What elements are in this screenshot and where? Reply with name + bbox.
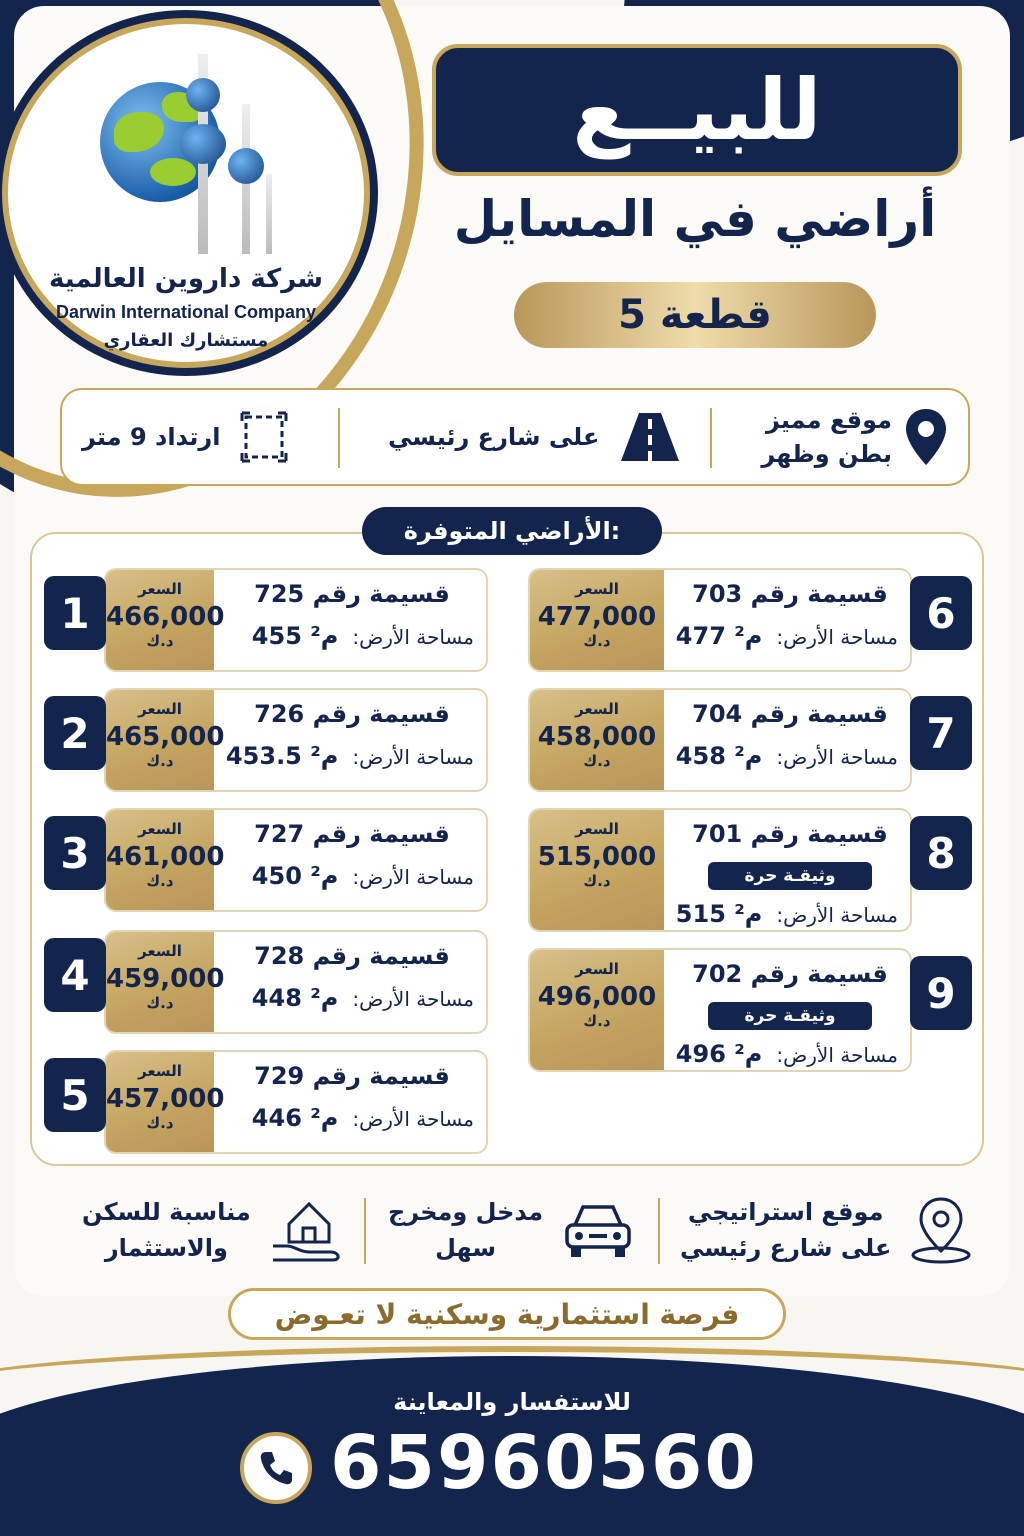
price-box xyxy=(530,570,664,670)
feature-strategic-line1: موقع استراتيجي xyxy=(687,1198,884,1226)
price-label: السعر xyxy=(138,700,182,718)
location-pin-icon xyxy=(904,407,948,467)
price-value: 465,000 xyxy=(106,722,225,752)
price-value: 466,000 xyxy=(106,602,225,632)
price-value: 461,000 xyxy=(106,842,225,872)
feature-strategic xyxy=(680,1190,973,1270)
feature-divider xyxy=(658,1198,660,1264)
company-logo xyxy=(2,18,370,368)
price-box xyxy=(106,570,225,670)
price-box xyxy=(106,690,225,790)
land-card xyxy=(528,808,912,932)
feature-access-line1: مدخل ومخرج xyxy=(388,1198,544,1226)
area-label: مساحة الأرض: xyxy=(776,903,898,927)
land-card xyxy=(104,808,488,912)
street-info xyxy=(388,390,681,484)
area-label: مساحة الأرض: xyxy=(776,1043,898,1067)
land-area xyxy=(676,622,898,650)
free-deed-badge: وثيقـة حرة xyxy=(708,862,872,890)
road-icon xyxy=(619,411,681,463)
price-value: 459,000 xyxy=(106,964,225,994)
street-text: على شارع رئيسي xyxy=(388,423,600,451)
price-currency: د.ك xyxy=(583,752,611,770)
dimensions-icon xyxy=(240,411,288,463)
feature-suitable-line1: مناسبة للسكن xyxy=(82,1198,251,1226)
feature-suitable xyxy=(82,1190,345,1270)
land-card xyxy=(104,930,488,1034)
land-area xyxy=(226,742,474,770)
price-currency: د.ك xyxy=(146,872,174,890)
area-label: مساحة الأرض: xyxy=(352,1107,474,1131)
price-label: السعر xyxy=(138,820,182,838)
setback-info xyxy=(82,390,288,484)
plot-number: قسيمة رقم 726 xyxy=(254,700,450,728)
info-divider xyxy=(338,408,340,468)
area-value: 458 م² xyxy=(675,742,763,770)
feature-access xyxy=(388,1190,635,1270)
price-currency: د.ك xyxy=(146,994,174,1012)
area-value: 446 م² xyxy=(251,1104,339,1132)
land-area xyxy=(252,622,474,650)
lands-subtitle: أراضي في المسايل xyxy=(453,190,937,248)
price-box xyxy=(106,1052,225,1152)
land-card xyxy=(528,688,912,792)
price-currency: د.ك xyxy=(583,632,611,650)
phone-icon xyxy=(256,1448,296,1488)
price-value: 457,000 xyxy=(106,1084,225,1114)
available-lands-label: الأراضي المتوفرة: xyxy=(362,507,662,555)
land-number-badge: 5 xyxy=(44,1058,106,1132)
land-area xyxy=(252,984,474,1012)
contact-label: للاستفسار والمعاينة xyxy=(393,1388,631,1416)
area-value: 453.5 م² xyxy=(225,742,339,770)
price-currency: د.ك xyxy=(583,1012,611,1030)
logo-tagline: مستشارك العقاري xyxy=(103,330,269,351)
for-sale-title: للبيــع xyxy=(432,44,962,176)
land-area xyxy=(676,742,898,770)
gold-footer-line xyxy=(0,1346,1024,1386)
price-box xyxy=(106,810,225,910)
plot-pill: قطعة 5 xyxy=(514,282,876,348)
area-value: 515 م² xyxy=(675,900,763,928)
price-box xyxy=(530,810,664,930)
plot-number: قسيمة رقم 702 xyxy=(692,960,888,988)
free-deed-badge: وثيقـة حرة xyxy=(708,1002,872,1030)
plot-number: قسيمة رقم 729 xyxy=(254,1062,450,1090)
price-label: السعر xyxy=(138,942,182,960)
price-box xyxy=(530,690,664,790)
setback-text: ارتداد 9 متر xyxy=(82,423,221,451)
area-label: مساحة الأرض: xyxy=(352,865,474,889)
land-card xyxy=(528,948,912,1072)
price-label: السعر xyxy=(575,820,619,838)
land-number-badge: 7 xyxy=(910,696,972,770)
area-value: 496 م² xyxy=(675,1040,763,1068)
location-pin-outline-icon xyxy=(909,1195,973,1265)
land-area xyxy=(252,1104,474,1132)
area-value: 455 م² xyxy=(251,622,339,650)
location-info xyxy=(761,390,948,484)
plot-number: قسيمة رقم 728 xyxy=(254,942,450,970)
plot-number: قسيمة رقم 703 xyxy=(692,580,888,608)
area-value: 450 م² xyxy=(251,862,339,890)
plot-number: قسيمة رقم 725 xyxy=(254,580,450,608)
location-line2: بطن وظهر xyxy=(761,440,892,468)
phone-number[interactable]: 65960560 xyxy=(330,1420,758,1506)
area-label: مساحة الأرض: xyxy=(352,625,474,649)
price-label: السعر xyxy=(575,700,619,718)
phone-button[interactable] xyxy=(240,1432,312,1504)
area-label: مساحة الأرض: xyxy=(352,745,474,769)
price-value: 477,000 xyxy=(537,602,657,632)
land-area xyxy=(676,900,898,928)
feature-suitable-line2: والاستثمار xyxy=(104,1234,228,1262)
price-box xyxy=(530,950,664,1070)
land-number-badge: 1 xyxy=(44,576,106,650)
price-currency: د.ك xyxy=(146,1114,174,1132)
plot-number: قسيمة رقم 701 xyxy=(692,820,888,848)
land-card xyxy=(104,568,488,672)
feature-access-line2: سهل xyxy=(435,1234,496,1262)
price-label: السعر xyxy=(575,580,619,598)
price-label: السعر xyxy=(138,580,182,598)
price-value: 496,000 xyxy=(537,982,657,1012)
feature-strategic-line2: على شارع رئيسي xyxy=(680,1234,892,1262)
area-value: 448 م² xyxy=(251,984,339,1012)
price-currency: د.ك xyxy=(583,872,611,890)
logo-name-ar: شركة داروين العالمية xyxy=(49,264,323,294)
area-label: مساحة الأرض: xyxy=(352,987,474,1011)
car-icon xyxy=(561,1199,635,1261)
land-number-badge: 6 xyxy=(910,576,972,650)
house-hand-icon xyxy=(269,1190,345,1270)
price-currency: د.ك xyxy=(146,752,174,770)
land-number-badge: 4 xyxy=(44,938,106,1012)
area-value: 477 م² xyxy=(675,622,763,650)
price-label: السعر xyxy=(575,960,619,978)
land-number-badge: 3 xyxy=(44,816,106,890)
price-value: 515,000 xyxy=(537,842,657,872)
land-number-badge: 9 xyxy=(910,956,972,1030)
price-box xyxy=(106,932,225,1032)
feature-divider xyxy=(364,1198,366,1264)
logo-name-en: Darwin International Company xyxy=(55,302,317,322)
plot-number: قسيمة رقم 704 xyxy=(692,700,888,728)
land-area xyxy=(252,862,474,890)
plot-number: قسيمة رقم 727 xyxy=(254,820,450,848)
location-line1: موقع مميز xyxy=(765,406,892,434)
land-card xyxy=(104,688,488,792)
price-value: 458,000 xyxy=(537,722,657,752)
area-label: مساحة الأرض: xyxy=(776,745,898,769)
land-number-badge: 8 xyxy=(910,816,972,890)
price-label: السعر xyxy=(138,1062,182,1080)
land-card xyxy=(104,1050,488,1154)
land-area xyxy=(676,1040,898,1068)
info-bar xyxy=(60,388,970,486)
price-currency: د.ك xyxy=(146,632,174,650)
info-divider xyxy=(710,408,712,468)
slogan-banner: فرصة استثمارية وسكنية لا تعـوض xyxy=(228,1288,786,1340)
land-card xyxy=(528,568,912,672)
land-number-badge: 2 xyxy=(44,696,106,770)
area-label: مساحة الأرض: xyxy=(776,625,898,649)
